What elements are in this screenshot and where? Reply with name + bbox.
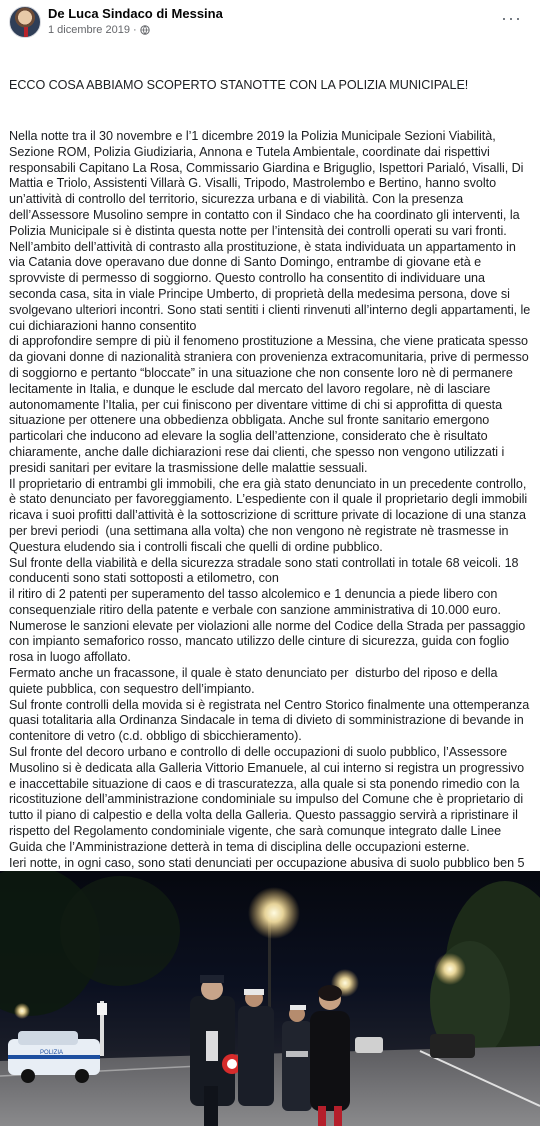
officer-3 bbox=[282, 1005, 312, 1111]
author-name[interactable]: De Luca Sindaco di Messina bbox=[48, 6, 223, 21]
post-date[interactable]: 1 dicembre 2019 · bbox=[48, 24, 137, 36]
woman-in-coat bbox=[310, 985, 350, 1126]
globe-icon bbox=[140, 25, 150, 35]
post-header bbox=[0, 0, 540, 44]
more-options-icon[interactable]: ··· bbox=[501, 8, 522, 28]
avatar[interactable] bbox=[9, 6, 41, 38]
post-photo[interactable] bbox=[0, 871, 540, 1126]
police-car-label: POLIZIA bbox=[40, 1050, 64, 1056]
post-text: Nella notte tra il 30 novembre e l’1 dicembre 2019 la Polizia Municipale Sezioni Viabilità, Sezione ROM, Polizia Giudiziaria, Annona e Tutela Ambientale, coordinate dai rispettivi responsabili Capitano La Rosa, Commissario Giardina e Briguglio, Ispettori Parialó, Visalli, Di Mattia e Triolo, Assistenti Villarà G. Visalli, Tripodo, Mastrolembo e Bertino, hanno svolto un’attività di controllo del territorio, sicurezza urbana e di viabilità. Con la presenza dell’Assessore Musolino sempre in contatto con il Sindaco che ha coordinato gli interventi, la Polizia Municipale si è distinta questa notte per l’intensità dei controlli operati su vari fronti. Nell’ambito dell’attività di contrasto alla prostituzione, è stata individuata un appartamento in via Catania dove operavano due donne di Santo Domingo, entrambe di giovane età e sprovviste di permesso di soggiorno. Questo controllo ha consentito di individuare una seconda casa, sita in viale Principe Umberto, di proprietà della medesima persona, dove si svolgevano ulteriori incontri. Sono stati sentiti i clienti rinvenuti all’interno degli appartamenti, le cui dichiarazioni hanno consentito di approfondire sempre di più il fenomeno prostituzione a Messina, che viene praticata spesso da giovani donne di nazionalità straniera con provenienza extracomunitaria, prive di permesso di soggiorno e pertanto “bloccate” in una situazione che non consente loro nè di permanere lecitamente in Italia, e dunque le esclude dal mercato del lavoro regolare, nè di lasciare autonomamente l’Italia, per cui finiscono per diventare vittime di chi si approfitta di questa situazione per ottenere una obbedienza obbligata. Anche sul fronte sanitario emergono particolari che inducono ad elevare la soglia dell’attenzione, considerato che è risultato chiaramente, anche dalle dichiarazioni rese dai clienti, che spesso non vengono utilizzati i presidi sanitari per evitare la trasmissione delle malattie sessuali. Il proprietario di entrambi gli immobili, che era già stato denunciato in un precedente controllo, è stato denunciato per favoreggiamento. L’espediente con il quale il proprietario degli immobili ricava i suoi profitti dall’attività è la sottoscrizione di scritture private di locazione di una stanza per brevi periodi (una settimana alla volta) che non vengono nè registrate nè trasmesse in Questura eludendo sia i controlli fiscali che quelli di ordine pubblico. Sul fronte della viabilità e della sicurezza stradale sono stati controllati in totale 68 veicoli. 18 conducenti sono stati sottoposti a etilometro, con il ritiro di 2 patenti per superamento del tasso alcolemico e 1 denuncia a piede libero con consequenziale ritiro della patente e verbale con sanzione amministrativa di 10.000 euro. Numerose le sanzioni elevate per violazioni alle norme del Codice della Strada per passaggio con impianto semaforico rosso, mancato utilizzo delle cinture di sicurezza, guida con foglio rosa in luogo affollato. Fermato anche un fracassone, il quale è stato denunciato per disturbo del riposo e della quiete pubblica, con sequestro dell’impianto. Sul fronte controlli della movida si è registrata nel Centro Storico finalmente una ottemperanza quasi totalitaria alla Ordinanza Sindacale in tema di divieto di somministrazione di bevande in contenitore di vetro (c.d. obbligo di sbicchieramento). Sul fronte del decoro urbano e controllo di delle occupazioni di suolo pubblico, l’Assessore Musolino si è dedicata alla Galleria Vittorio Emanuele, al cui interno si registra un progressivo e inaccettabile situazione di caos e di trascuratezza, alla quale si sta ponendo rimedio con la ricostituzione dell’amministrazione condominiale su impulso del Comune che è proprietario di tutto il piano di calpestio e della volta della Galleria. Questo passaggio servirà a ripristinare il rispetto del Regolamento condominiale vigente, che sarà comunque integrato dalle Linee Guida che l’Amministrazione detterà in tema di disciplina delle occupazioni esterne. Ieri notte, in ogni caso, sono stati denunciati per occupazione abusiva di suolo pubblico ben 5 bbox=[9, 128, 531, 870]
post-meta bbox=[48, 24, 150, 36]
officer-2 bbox=[238, 989, 274, 1106]
night-street-scene bbox=[0, 871, 540, 1126]
post-headline: ECCO COSA ABBIAMO SCOPERTO STANOTTE CON LA POLIZIA MUNICIPALE! bbox=[9, 77, 469, 92]
post-body bbox=[9, 46, 533, 939]
